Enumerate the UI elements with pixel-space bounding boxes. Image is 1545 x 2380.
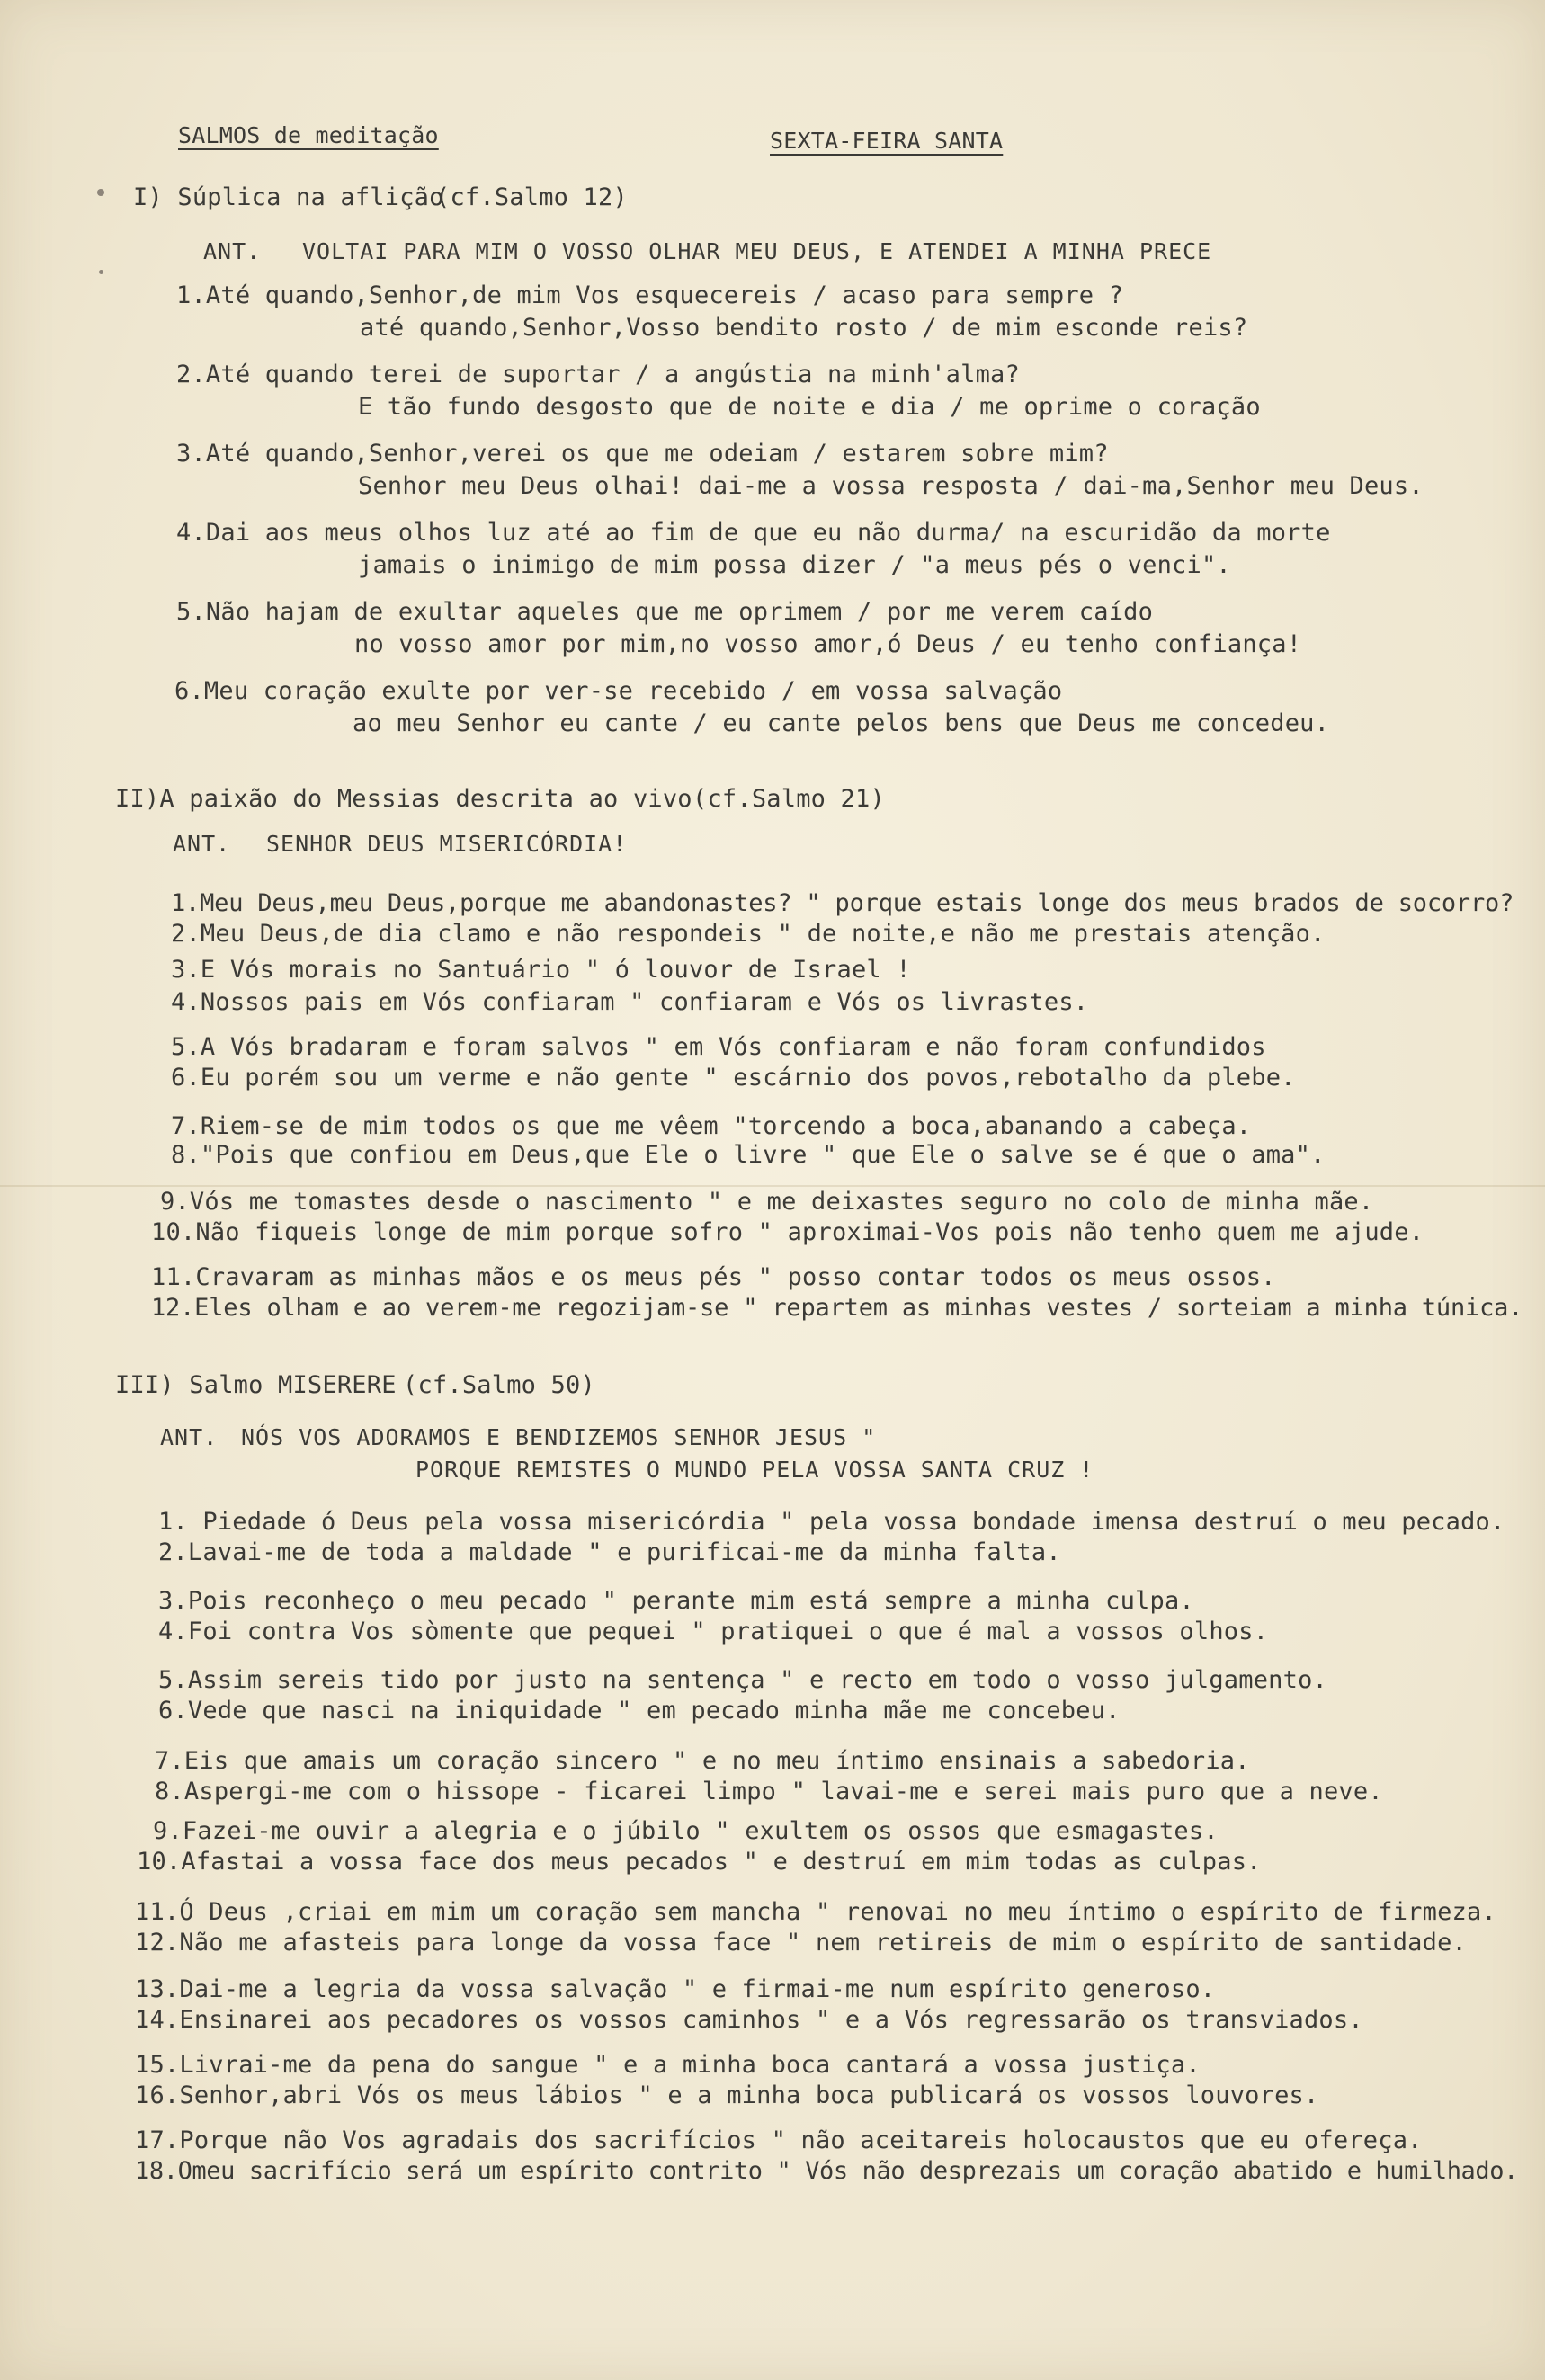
section-2-ant-label: ANT. — [173, 831, 231, 857]
verse-line: 1.Até quando,Senhor,de mim Vos esquecereis / acaso para sempre ? — [176, 281, 1124, 309]
verse-line: 10.Afastai a vossa face dos meus pecados " e destruí em mim todas as culpas. — [137, 1848, 1262, 1876]
section-3-ref: (cf.Salmo 50) — [403, 1371, 595, 1399]
section-1-antiphon: VOLTAI PARA MIM O VOSSO OLHAR MEU DEUS, E ATENDEI A MINHA PRECE — [302, 238, 1212, 264]
verse-line: 6.Vede que nasci na iniquidade " em pecado minha mãe me concebeu. — [158, 1697, 1121, 1725]
verse-line: 7.Eis que amais um coração sincero " e no meu íntimo ensinais a sabedoria. — [155, 1747, 1250, 1775]
verse-line: jamais o inimigo de mim possa dizer / "a meus pés o venci". — [358, 551, 1231, 579]
verse-line: ao meu Senhor eu cante / eu cante pelos bens que Deus me concedeu. — [353, 709, 1330, 737]
section-1-ref: (cf.Salmo 12) — [435, 183, 628, 211]
verse-line: 7.Riem-se de mim todos os que me vêem "torcendo a boca,abanando a cabeça. — [171, 1112, 1252, 1140]
verse-line: 3.Até quando,Senhor,verei os que me odeiam / estarem sobre mim? — [176, 440, 1109, 468]
punch-mark — [97, 189, 104, 196]
verse-line: Senhor meu Deus olhai! dai-me a vossa resposta / dai-ma,Senhor meu Deus. — [358, 472, 1424, 500]
section-1-ant-label: ANT. — [203, 238, 262, 264]
verse-line: no vosso amor por mim,no vosso amor,ó Deus / eu tenho confiança! — [354, 630, 1302, 658]
verse-line: E tão fundo desgosto que de noite e dia / me oprime o coração — [358, 393, 1261, 421]
verse-line: 15.Livrai-me da pena do sangue " e a minha boca cantará a vossa justiça. — [135, 2051, 1201, 2079]
verse-line: 8.Aspergi-me com o hissope - ficarei limpo " lavai-me e serei mais puro que a neve. — [155, 1778, 1383, 1805]
verse-line: 10.Não fiqueis longe de mim porque sofro " aproximai-Vos pois não tenho quem me ajude. — [151, 1218, 1424, 1246]
verse-line: 13.Dai-me a legria da vossa salvação " e firmai-me num espírito generoso. — [135, 1975, 1216, 2003]
section-3-antiphon-line-1: NÓS VOS ADORAMOS E BENDIZEMOS SENHOR JESUS " — [241, 1424, 877, 1450]
verse-line: 4.Foi contra Vos sòmente que pequei " pratiquei o que é mal a vossos olhos. — [158, 1618, 1269, 1645]
section-2-ref: (cf.Salmo 21) — [692, 785, 885, 813]
section-3-title: III) Salmo MISERERE — [115, 1371, 397, 1399]
verse-line: 2.Meu Deus,de dia clamo e não respondeis " de noite,e não me prestais atenção. — [171, 920, 1326, 948]
punch-mark — [99, 270, 103, 274]
section-1-title: I) Súplica na aflição — [133, 183, 444, 211]
verse-line: 18.Omeu sacrifício será um espírito contrito " Vós não desprezais um coração abatido e humilhado. — [135, 2157, 1518, 2185]
verse-line: 11.Cravaram as minhas mãos e os meus pés " posso contar todos os meus ossos. — [151, 1263, 1276, 1291]
verse-line: até quando,Senhor,Vosso bendito rosto / de mim esconde reis? — [360, 314, 1248, 342]
verse-line: 16.Senhor,abri Vós os meus lábios " e a minha boca publicará os vossos louvores. — [135, 2081, 1319, 2109]
verse-line: 4.Nossos pais em Vós confiaram " confiaram e Vós os livrastes. — [171, 988, 1089, 1016]
verse-line: 14.Ensinarei aos pecadores os vossos caminhos " e a Vós regressarão os transviados. — [135, 2006, 1363, 2034]
verse-line: 17.Porque não Vos agradais dos sacrifícios " não aceitareis holocaustos que eu ofereça. — [135, 2126, 1423, 2154]
section-3-ant-label: ANT. — [160, 1424, 219, 1450]
verse-line: 3.Pois reconheço o meu pecado " perante mim está sempre a minha culpa. — [158, 1587, 1194, 1615]
section-3-antiphon-line-2: PORQUE REMISTES O MUNDO PELA VOSSA SANTA CRUZ ! — [415, 1457, 1094, 1483]
section-2-title: II)A paixão do Messias descrita ao vivo — [115, 785, 692, 813]
verse-line: 9.Vós me tomastes desde o nascimento " e me deixastes seguro no colo de minha mãe. — [160, 1188, 1374, 1216]
header-right: SEXTA-FEIRA SANTA — [770, 128, 1004, 154]
verse-line: 2.Lavai-me de toda a maldade " e purificai-me da minha falta. — [158, 1538, 1061, 1566]
verse-line: 12.Eles olham e ao verem-me regozijam-se " repartem as minhas vestes / sorteiam a minha túnica. — [151, 1294, 1523, 1322]
header-left: SALMOS de meditação — [178, 122, 439, 148]
verse-line: 5.Assim sereis tido por justo na sentença " e recto em todo o vosso julgamento. — [158, 1666, 1327, 1694]
verse-line: 12.Não me afasteis para longe da vossa face " nem retireis de mim o espírito de santidade. — [135, 1929, 1467, 1957]
verse-line: 11.Ó Deus ,criai em mim um coração sem mancha " renovai no meu íntimo o espírito de firmeza. — [135, 1898, 1496, 1926]
verse-line: 1.Meu Deus,meu Deus,porque me abandonastes? " porque estais longe dos meus brados de socorro? — [171, 889, 1514, 917]
verse-line: 2.Até quando terei de suportar / a angústia na minh'alma? — [176, 361, 1020, 388]
verse-line: 5.A Vós bradaram e foram salvos " em Vós confiaram e não foram confundidos — [171, 1033, 1266, 1061]
verse-line: 8."Pois que confiou em Deus,que Ele o livre " que Ele o salve se é que o ama". — [171, 1141, 1326, 1169]
section-2-antiphon: SENHOR DEUS MISERICÓRDIA! — [266, 831, 628, 857]
verse-line: 6.Eu porém sou um verme e não gente " escárnio dos povos,rebotalho da plebe. — [171, 1064, 1296, 1092]
verse-line: 4.Dai aos meus olhos luz até ao fim de que eu não durma/ na escuridão da morte — [176, 519, 1331, 547]
verse-line: 9.Fazei-me ouvir a alegria e o júbilo " exultem os ossos que esmagastes. — [153, 1817, 1219, 1845]
verse-line: 6.Meu coração exulte por ver-se recebido / em vossa salvação — [174, 677, 1063, 705]
verse-line: 1. Piedade ó Deus pela vossa misericórdia " pela vossa bondade imensa destruí o meu pecado. — [158, 1508, 1505, 1536]
verse-line: 5.Não hajam de exultar aqueles que me oprimem / por me verem caído — [176, 598, 1154, 626]
verse-line: 3.E Vós morais no Santuário " ó louvor de Israel ! — [171, 956, 911, 984]
